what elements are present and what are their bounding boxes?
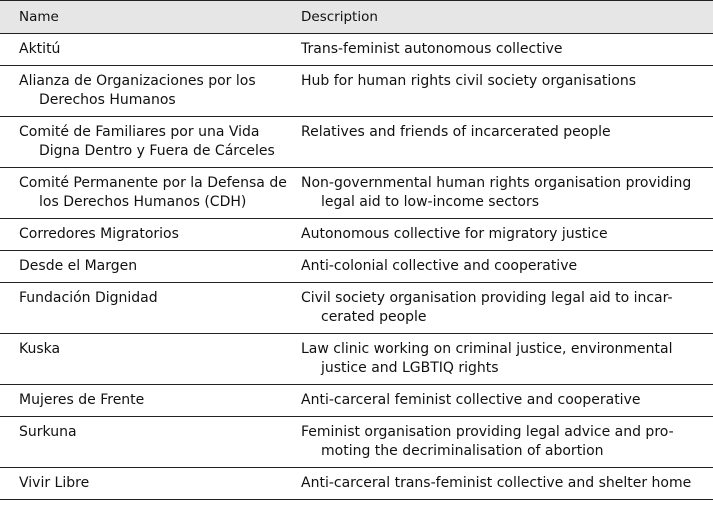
table-row	[0, 417, 713, 468]
org-name: Corredores Migratorios	[19, 226, 179, 242]
table-row	[0, 385, 713, 417]
org-description: Relatives and friends of incarcerated people	[301, 124, 611, 140]
org-description: Non-governmental human rights organisation providing legal aid to low-income sectors	[301, 175, 692, 210]
org-description: Law clinic working on criminal justice, environmental justice and LGBTIQ rights	[301, 341, 673, 376]
header-name: Name	[19, 8, 59, 25]
org-description: Feminist organisation providing legal advice and pro-moting the decriminalisation of abortion	[301, 424, 674, 459]
org-name: Alianza de Organizaciones por los Derechos Humanos	[19, 73, 256, 108]
table-row	[0, 219, 713, 251]
org-description: Anti-colonial collective and cooperative	[301, 258, 578, 274]
org-name: Surkuna	[19, 424, 77, 440]
table-row	[0, 117, 713, 168]
org-name: Vivir Libre	[19, 475, 90, 491]
table-header	[0, 1, 713, 34]
table-row	[0, 251, 713, 283]
table-row	[0, 334, 713, 385]
org-name: Mujeres de Frente	[19, 392, 145, 408]
org-description: Autonomous collective for migratory justice	[301, 226, 608, 242]
org-description: Trans-feminist autonomous collective	[301, 41, 563, 57]
org-name: Kuska	[19, 341, 61, 357]
org-description: Hub for human rights civil society organisations	[301, 73, 637, 89]
org-name: Fundación Dignidad	[19, 290, 158, 306]
header-description: Description	[301, 8, 378, 25]
table-row	[0, 34, 713, 66]
org-name: Desde el Margen	[19, 258, 138, 274]
org-name: Comité de Familiares por una Vida Digna Dentro y Fuera de Cárceles	[19, 124, 275, 159]
table-row	[0, 468, 713, 499]
org-description: Anti-carceral trans-feminist collective and shelter home	[301, 475, 692, 491]
org-description: Anti-carceral feminist collective and cooperative	[301, 392, 641, 408]
table-row	[0, 283, 713, 334]
org-name: Comité Permanente por la Defensa de los Derechos Humanos (CDH)	[19, 175, 287, 210]
table-row	[0, 66, 713, 117]
org-name: Aktitú	[19, 41, 61, 57]
table-row	[0, 168, 713, 219]
org-description: Civil society organisation providing legal aid to incar-cerated people	[301, 290, 673, 325]
